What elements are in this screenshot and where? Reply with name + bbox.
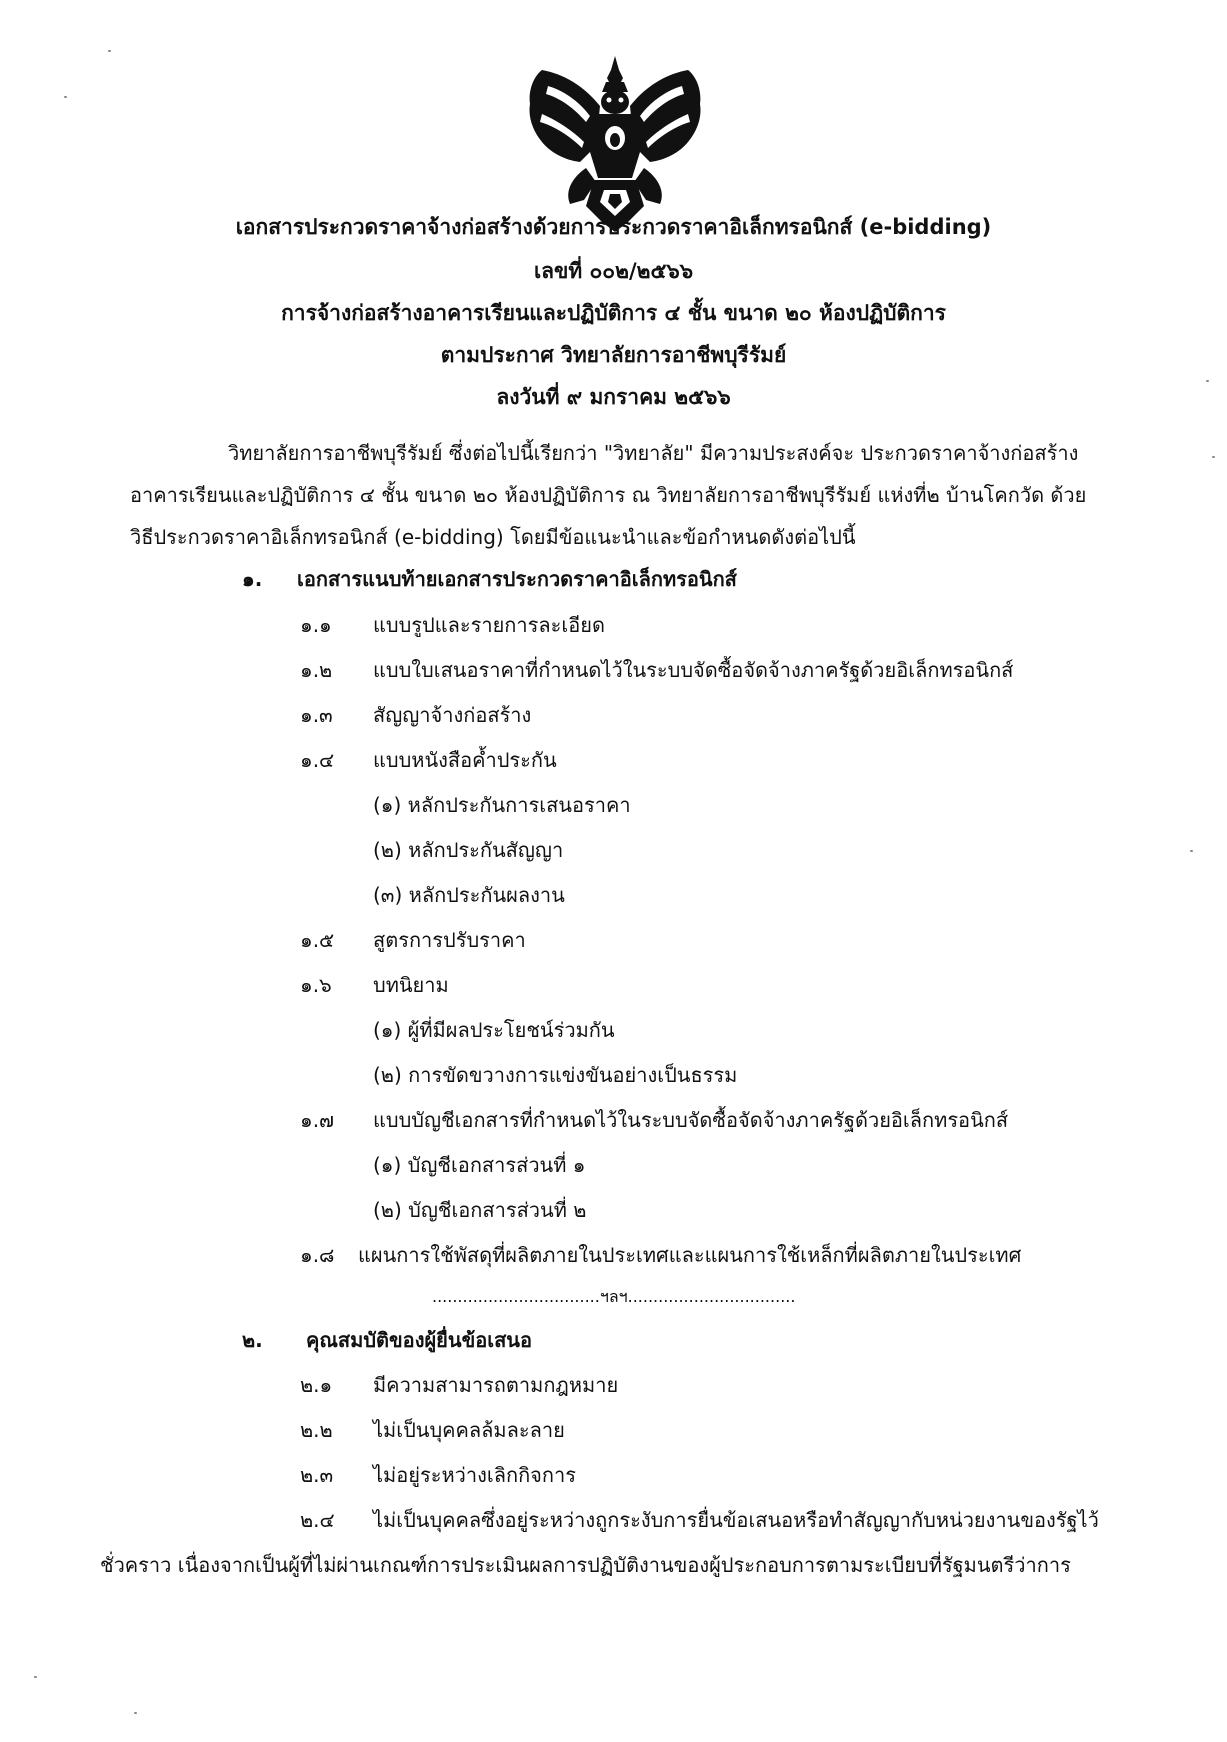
item-text: แบบหนังสือค้ำประกัน bbox=[373, 748, 557, 772]
scan-speck bbox=[134, 1712, 137, 1714]
intro-line-3: วิธีประกวดราคาอิเล็กทรอนิกส์ (e-bidding) โดยมีข้อแนะนำและข้อกำหนดดังต่อไปนี้ bbox=[130, 525, 856, 549]
scan-speck bbox=[108, 50, 111, 52]
item-number: ๑.๕ bbox=[300, 928, 335, 952]
sub-item: (๑) ผู้ที่มีผลประโยชน์ร่วมกัน bbox=[373, 1018, 615, 1042]
section-2-title: คุณสมบัติของผู้ยื่นข้อเสนอ bbox=[306, 1328, 532, 1352]
item-text: แบบบัญชีเอกสารที่กำหนดไว้ในระบบจัดซื้อจัดจ้างภาครัฐด้วยอิเล็กทรอนิกส์ bbox=[373, 1108, 1009, 1132]
scan-speck bbox=[1206, 380, 1209, 382]
item-text: ไม่เป็นบุคคลซึ่งอยู่ระหว่างถูกระงับการยื่นข้อเสนอหรือทำสัญญากับหน่วยงานของรัฐไว้ bbox=[373, 1508, 1099, 1532]
intro-line-1: วิทยาลัยการอาชีพบุรีรัมย์ ซึ่งต่อไปนี้เรียกว่า "วิทยาลัย" มีความประสงค์จะ ประกวดราคาจ้างก่อสร้าง bbox=[228, 441, 1079, 465]
item-number: ๑.๖ bbox=[300, 973, 332, 997]
item-text: แบบรูปและรายการละเอียด bbox=[373, 613, 605, 637]
item-number: ๑.๒ bbox=[300, 658, 333, 682]
item-number: ๒.๓ bbox=[300, 1463, 334, 1487]
section-2-number: ๒. bbox=[242, 1328, 263, 1352]
item-text: แบบใบเสนอราคาที่กำหนดไว้ในระบบจัดซื้อจัดจ้างภาครัฐด้วยอิเล็กทรอนิกส์ bbox=[373, 658, 1014, 682]
intro-line-2: อาคารเรียนและปฏิบัติการ ๔ ชั้น ขนาด ๒๐ ห้องปฏิบัติการ ณ วิทยาลัยการอาชีพบุรีรัมย์ แห่งที่๒ บ้านโคกวัด ด้วย bbox=[130, 483, 1087, 507]
item-number: ๑.๘ bbox=[300, 1243, 335, 1267]
sub-item: (๑) บัญชีเอกสารส่วนที่ ๑ bbox=[373, 1153, 586, 1177]
item-text: ไม่อยู่ระหว่างเลิกกิจการ bbox=[373, 1463, 576, 1487]
item-text: บทนิยาม bbox=[373, 973, 449, 997]
document-number: เลขที่ ๐๐๒/๒๕๖๖ bbox=[533, 259, 694, 283]
section-1-title: เอกสารแนบท้ายเอกสารประกวดราคาอิเล็กทรอนิกส์ bbox=[297, 567, 737, 591]
document-title: เอกสารประกวดราคาจ้างก่อสร้างด้วยการประกวดราคาอิเล็กทรอนิกส์ (e-bidding) bbox=[235, 215, 992, 239]
scan-speck bbox=[1190, 850, 1193, 852]
item-number: ๑.๗ bbox=[300, 1108, 335, 1132]
sub-item: (๑) หลักประกันการเสนอราคา bbox=[373, 793, 631, 817]
item-number: ๑.๔ bbox=[300, 748, 335, 772]
scan-speck bbox=[34, 1676, 37, 1678]
sub-item: (๒) การขัดขวางการแข่งขันอย่างเป็นธรรม bbox=[373, 1063, 738, 1087]
sub-item: (๒) หลักประกันสัญญา bbox=[373, 838, 564, 862]
section-1-number: ๑. bbox=[242, 567, 263, 591]
item-number: ๒.๒ bbox=[300, 1418, 333, 1442]
item-number: ๑.๑ bbox=[300, 613, 332, 637]
sub-item: (๓) หลักประกันผลงาน bbox=[373, 883, 565, 907]
continuation-line: ชั่วคราว เนื่องจากเป็นผู้ที่ไม่ผ่านเกณฑ์การประเมินผลการปฏิบัติงานของผู้ประกอบการตามระเบียบที่รัฐมนตรีว่าการ bbox=[100, 1553, 1071, 1577]
scan-speck bbox=[1212, 456, 1215, 458]
garuda-emblem-icon bbox=[524, 56, 706, 234]
item-number: ๑.๓ bbox=[300, 703, 333, 727]
item-text: มีความสามารถตามกฎหมาย bbox=[373, 1373, 619, 1397]
announcement-line: ตามประกาศ วิทยาลัยการอาชีพบุรีรัมย์ bbox=[440, 343, 787, 367]
item-text: ไม่เป็นบุคคลล้มละลาย bbox=[373, 1418, 565, 1442]
item-number: ๒.๑ bbox=[300, 1373, 333, 1397]
item-text: สูตรการปรับราคา bbox=[373, 928, 526, 952]
sub-item: (๒) บัญชีเอกสารส่วนที่ ๒ bbox=[373, 1198, 587, 1222]
project-title: การจ้างก่อสร้างอาคารเรียนและปฏิบัติการ ๔ ชั้น ขนาด ๒๐ ห้องปฏิบัติการ bbox=[281, 301, 946, 325]
item-number: ๒.๔ bbox=[300, 1508, 335, 1532]
document-date: ลงวันที่ ๙ มกราคม ๒๕๖๖ bbox=[496, 385, 731, 409]
scan-speck bbox=[64, 96, 67, 98]
etc-line: .................................ฯลฯ................................. bbox=[432, 1287, 796, 1306]
item-text: แผนการใช้พัสดุที่ผลิตภายในประเทศและแผนการใช้เหล็กที่ผลิตภายในประเทศ bbox=[358, 1243, 1022, 1267]
item-text: สัญญาจ้างก่อสร้าง bbox=[373, 703, 532, 727]
